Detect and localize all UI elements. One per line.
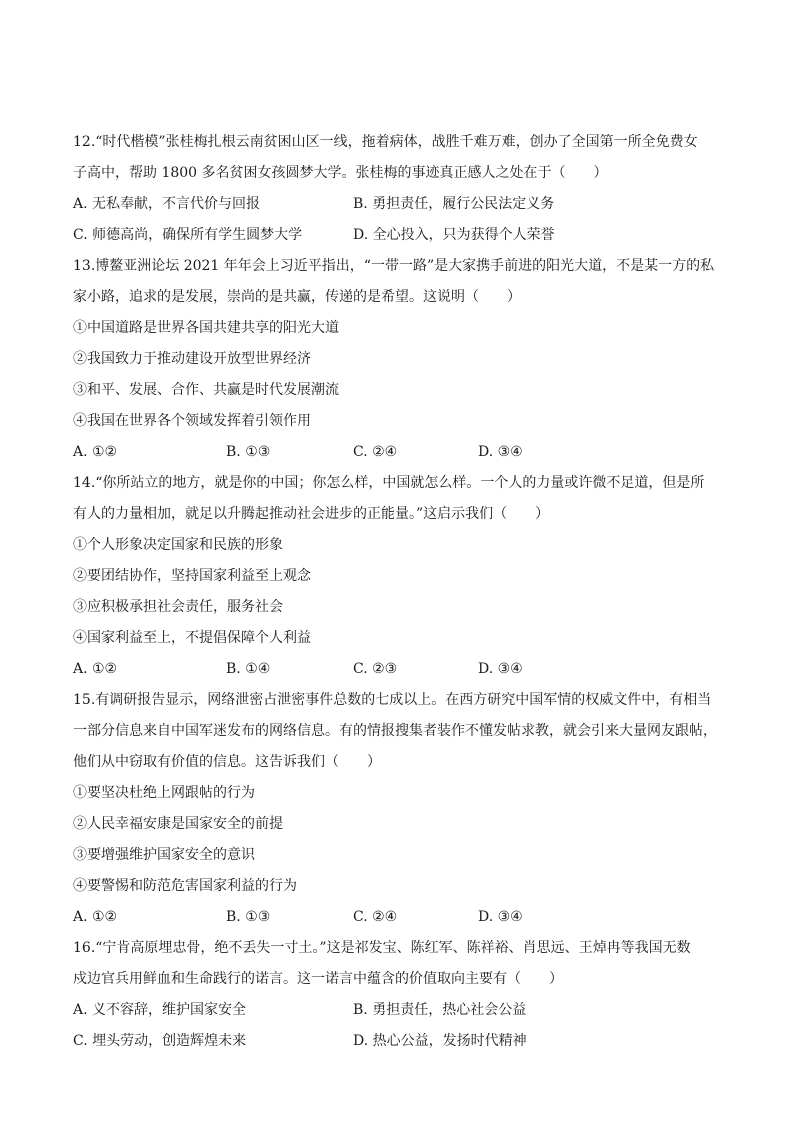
q14-option-b: B. ①④ — [226, 661, 271, 677]
q12-option-d: D. 全心投入，只为获得个人荣誉 — [353, 227, 555, 243]
q14-option-d: D. ③④ — [478, 661, 523, 677]
q13-stem-line-2: 家小路，追求的是发展，崇尚的是共赢，传递的是希望。这说明（ ） — [73, 289, 521, 305]
q14-item-1: ①个人形象决定国家和民族的形象 — [73, 537, 283, 553]
q13-item-4: ④我国在世界各个领域发挥着引领作用 — [73, 413, 311, 429]
q15-item-4: ④要警惕和防范危害国家利益的行为 — [73, 878, 297, 894]
q16-option-b: B. 勇担责任，热心社会公益 — [353, 1002, 527, 1018]
q14-option-a: A. ①② — [73, 661, 118, 677]
q14-item-3: ③应积极承担社会责任，服务社会 — [73, 599, 283, 615]
q13-item-1: ①中国道路是世界各国共建共享的阳光大道 — [73, 320, 339, 336]
q13-option-d: D. ③④ — [478, 444, 523, 460]
q12-option-b: B. 勇担责任，履行公民法定义务 — [353, 196, 555, 212]
q16-stem-line-1: 16.“宁肯高原埋忠骨，绝不丢失一寸土。”这是祁发宝、陈红军、陈祥裕、肖思远、王焯冉等我国无数 — [73, 940, 691, 956]
q14-item-4: ④国家利益至上，不提倡保障个人利益 — [73, 630, 311, 646]
q16-option-c: C. 埋头劳动，创造辉煌未来 — [73, 1033, 247, 1049]
q15-option-a: A. ①② — [73, 909, 118, 925]
q13-option-a: A. ①② — [73, 444, 118, 460]
q13-item-3: ③和平、发展、合作、共赢是时代发展潮流 — [73, 382, 339, 398]
q15-item-1: ①要坚决杜绝上网跟帖的行为 — [73, 785, 255, 801]
q12-stem-line-2: 子高中，帮助 1800 多名贫困女孩圆梦大学。张桂梅的事迹真正感人之处在于（ ） — [73, 165, 608, 181]
q15-option-c: C. ②④ — [353, 909, 398, 925]
q12-stem-line-1: 12.“时代楷模”张桂梅扎根云南贫困山区一线，拖着病体，战胜千难万难，创办了全国第一所全免费女 — [73, 134, 698, 150]
q13-option-c: C. ②④ — [353, 444, 398, 460]
q15-stem-line-2: 一部分信息来自中国军迷发布的网络信息。有的情报搜集者装作不懂发帖求教，就会引来大量网友跟帖， — [73, 723, 717, 739]
q15-option-d: D. ③④ — [478, 909, 523, 925]
q13-item-2: ②我国致力于推动建设开放型世界经济 — [73, 351, 311, 367]
q16-option-a: A. 义不容辞，维护国家安全 — [73, 1002, 247, 1018]
q16-stem-line-2: 戍边官兵用鲜血和生命践行的诺言。这一诺言中蕴含的价值取向主要有（ ） — [73, 971, 563, 987]
q13-stem-line-1: 13.博鳌亚洲论坛 2021 年年会上习近平指出，“一带一路”是大家携手前进的阳光大道，不是某一方的私 — [73, 258, 715, 274]
q15-item-2: ②人民幸福安康是国家安全的前提 — [73, 816, 283, 832]
q12-option-a: A. 无私奉献，不言代价与回报 — [73, 196, 261, 212]
q15-item-3: ③要增强维护国家安全的意识 — [73, 847, 255, 863]
q14-stem-line-1: 14.“你所站立的地方，就是你的中国；你怎么样，中国就怎么样。一个人的力量或许微不足道，但是所 — [73, 475, 705, 491]
q13-option-b: B. ①③ — [226, 444, 271, 460]
q14-item-2: ②要团结协作，坚持国家利益至上观念 — [73, 568, 311, 584]
q15-stem-line-1: 15.有调研报告显示，网络泄密占泄密事件总数的七成以上。在西方研究中国军情的权威文件中，有相当 — [73, 692, 712, 708]
q16-option-d: D. 热心公益，发扬时代精神 — [353, 1033, 527, 1049]
q12-option-c: C. 师德高尚，确保所有学生圆梦大学 — [73, 227, 303, 243]
q15-stem-line-3: 他们从中窃取有价值的信息。这告诉我们（ ） — [73, 754, 381, 770]
q14-stem-line-2: 有人的力量相加，就足以升腾起推动社会进步的正能量。”这启示我们（ ） — [73, 506, 550, 522]
q14-option-c: C. ②③ — [353, 661, 398, 677]
q15-option-b: B. ①③ — [226, 909, 271, 925]
